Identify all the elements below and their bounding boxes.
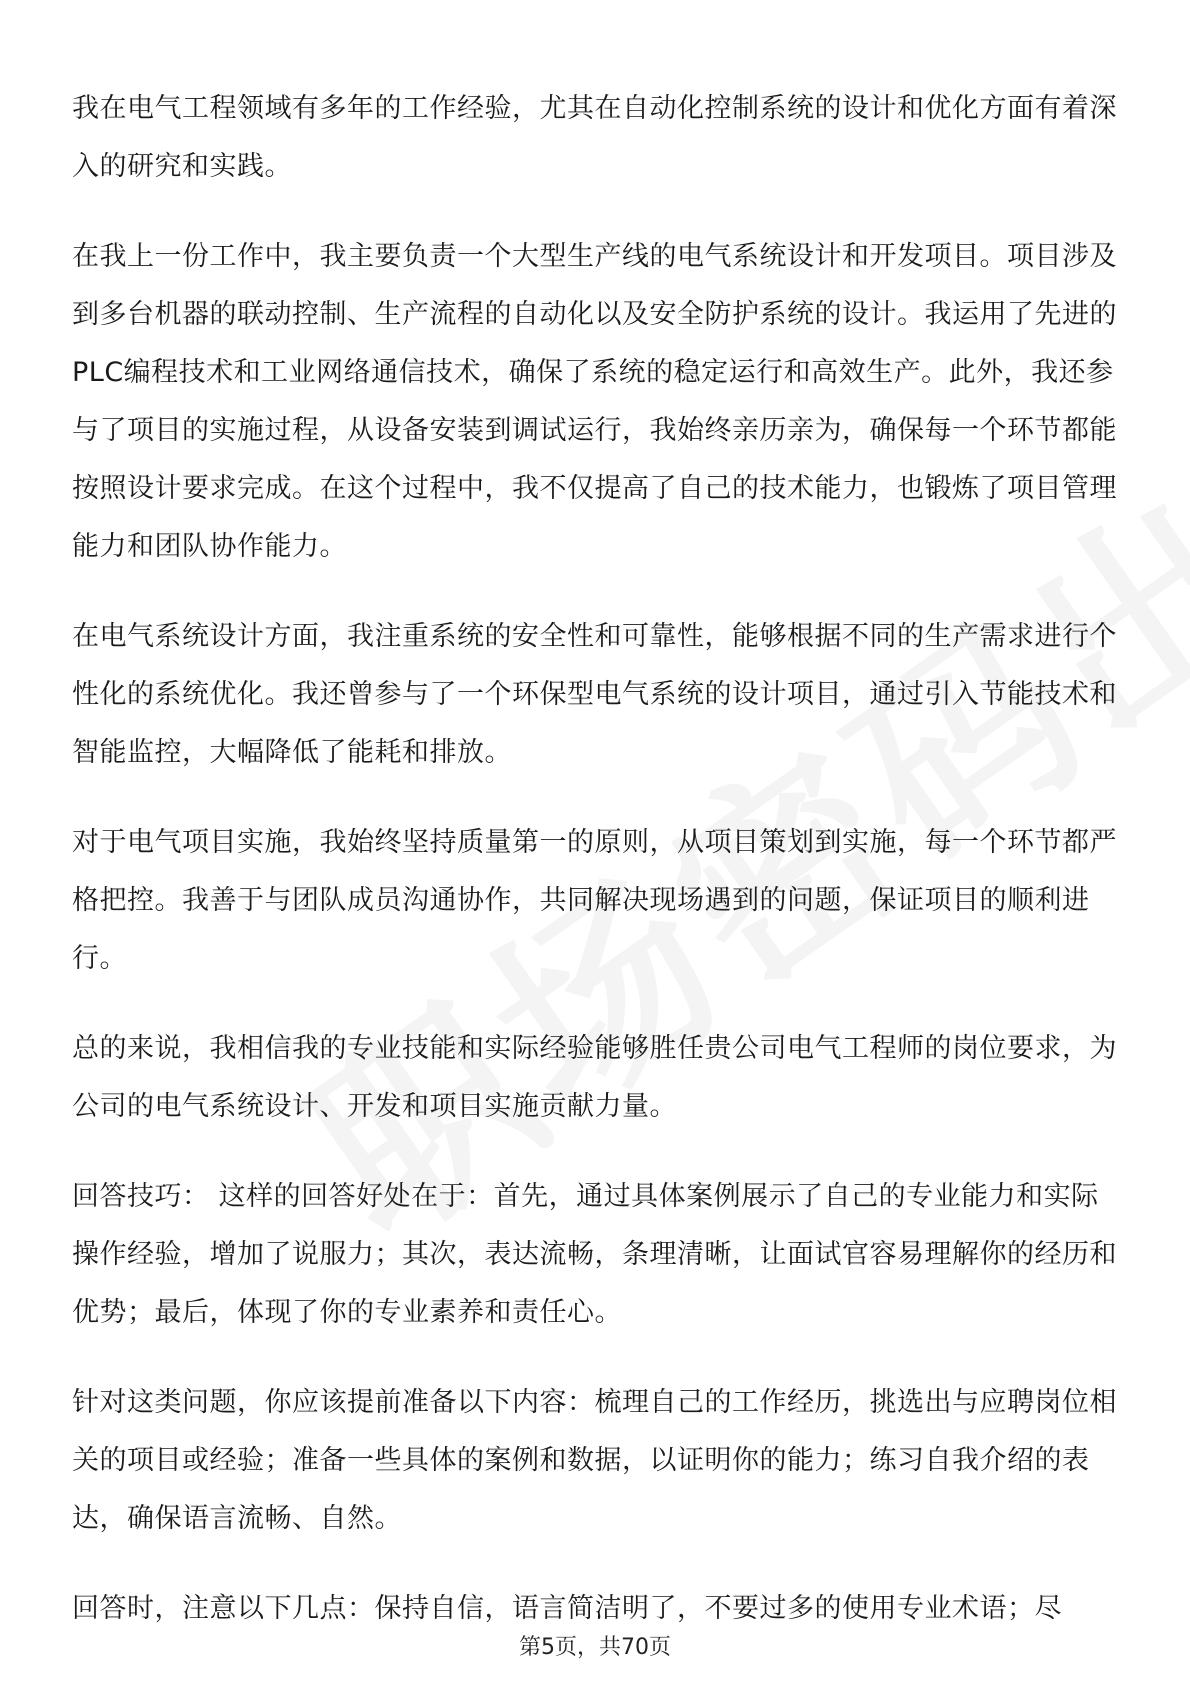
paragraph-1: 我在电气工程领域有多年的工作经验，尤其在自动化控制系统的设计和优化方面有着深入的研究和实践。 — [72, 93, 1117, 182]
paragraph-7: 针对这类问题，你应该提前准备以下内容：梳理自己的工作经历，挑选出与应聘岗位相关的项目或经验；准备一些具体的案例和数据，以证明你的能力；练习自我介绍的表达，确保语言流畅、自然。 — [72, 1387, 1117, 1534]
paragraph-2: 在我上一份工作中，我主要负责一个大型生产线的电气系统设计和开发项目。项目涉及到多台机器的联动控制、生产流程的自动化以及安全防护系统的设计。我运用了先进的PLC编程技术和工业网络通信技术，确保了系统的稳定运行和高效生产。此外，我还参与了项目的实施过程，从设备安装到调试运行，我始终亲历亲为，确保每一个环节都能按照设计要求完成。在这个过程中，我不仅提高了自己的技术能力，也锻炼了项目管理能力和团队协作能力。 — [72, 241, 1117, 562]
page-indicator: 第5页，共70页 — [519, 1635, 671, 1660]
paragraph-5: 总的来说，我相信我的专业技能和实际经验能够胜任贵公司电气工程师的岗位要求，为公司的电气系统设计、开发和项目实施贡献力量。 — [72, 1033, 1117, 1122]
paragraph-8: 回答时，注意以下几点：保持自信，语言简洁明了，不要过多的使用专业术语；尽 — [72, 1593, 1062, 1624]
document-body — [72, 24, 1122, 1670]
paragraph-3: 在电气系统设计方面，我注重系统的安全性和可靠性，能够根据不同的生产需求进行个性化的系统优化。我还曾参与了一个环保型电气系统的设计项目，通过引入节能技术和智能监控，大幅降低了能耗和排放。 — [72, 621, 1117, 768]
paragraph-6: 回答技巧： 这样的回答好处在于：首先，通过具体案例展示了自己的专业能力和实际操作经验，增加了说服力；其次，表达流畅，条理清晰，让面试官容易理解你的经历和优势；最后，体现了你的专业素养和责任心。 — [72, 1181, 1117, 1328]
paragraph-4: 对于电气项目实施，我始终坚持质量第一的原则，从项目策划到实施，每一个环节都严格把控。我善于与团队成员沟通协作，共同解决现场遇到的问题，保证项目的顺利进行。 — [72, 827, 1117, 974]
